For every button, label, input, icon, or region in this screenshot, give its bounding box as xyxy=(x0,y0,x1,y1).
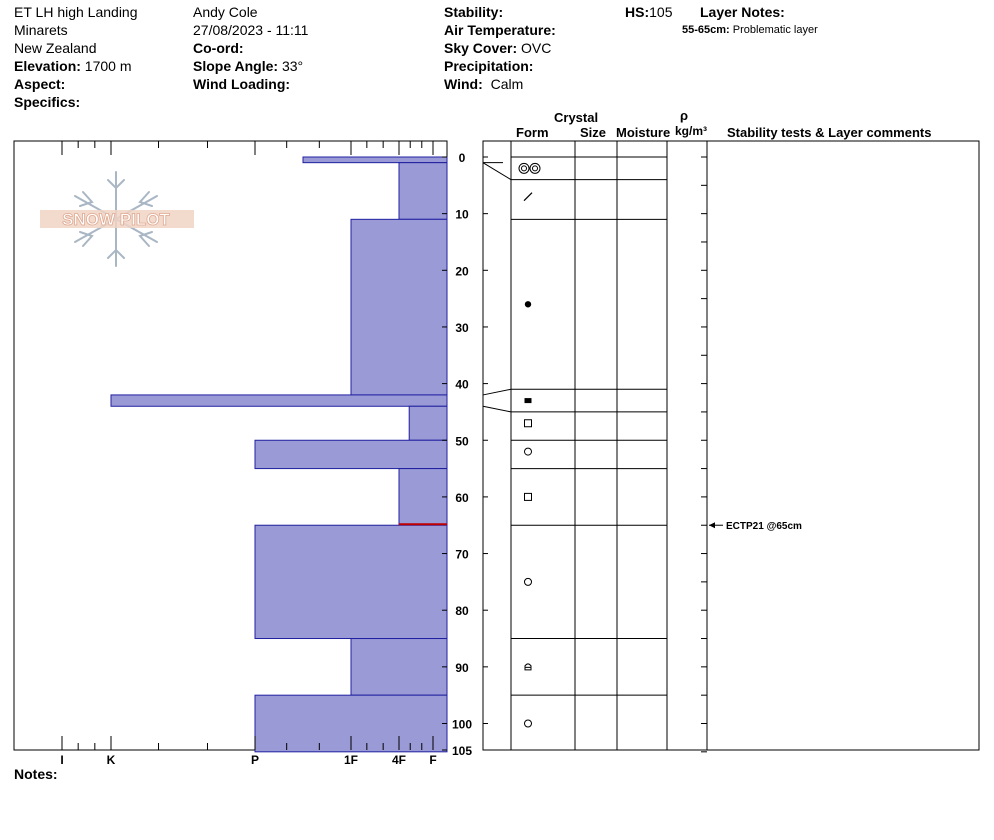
depth-label-40: 40 xyxy=(455,377,469,392)
snowpilot-logo xyxy=(38,168,198,272)
depth-label-90: 90 xyxy=(455,660,469,675)
location-name: ET LH high Landing xyxy=(14,4,138,20)
hardness-label-1F: 1F xyxy=(343,753,359,767)
depth-label-20: 20 xyxy=(455,264,469,279)
precip-label: Precipitation: xyxy=(444,58,534,74)
stability-label: Stability: xyxy=(444,4,504,20)
observation-datetime: 27/08/2023 - 11:11 xyxy=(193,22,309,38)
hardness-label-F: F xyxy=(429,753,437,767)
sky-cover-value: OVC xyxy=(521,40,552,56)
form-header: Form xyxy=(516,125,549,140)
density-unit-header: kg/m³ xyxy=(675,124,708,138)
depth-label-10: 10 xyxy=(455,207,469,222)
range-name: Minarets xyxy=(14,22,68,38)
depth-label-70: 70 xyxy=(455,547,469,562)
layer-table-frame xyxy=(483,141,979,750)
size-header: Size xyxy=(580,125,607,140)
depth-label-105: 105 xyxy=(451,744,473,758)
depth-label-0: 0 xyxy=(458,151,466,165)
hardness-layer-bar-6 xyxy=(399,469,447,526)
depth-hoar-icon xyxy=(525,664,531,670)
hardness-layer-bar-3 xyxy=(111,395,447,406)
coord-label: Co-ord: xyxy=(193,40,244,56)
wind-label: Wind: xyxy=(444,76,483,92)
rounding-faceted-icon xyxy=(525,578,532,585)
slope-label: Slope Angle: xyxy=(193,58,279,74)
hardness-layer-bar-7 xyxy=(255,525,447,638)
faceted-crystals-icon xyxy=(525,493,532,500)
hardness-layer-bar-8 xyxy=(351,639,447,696)
symbol-ring xyxy=(530,163,540,173)
layer-connector-2 xyxy=(483,406,511,412)
rounded-grains-icon xyxy=(525,301,531,307)
depth-label-100: 100 xyxy=(451,717,473,732)
depth-label-60: 60 xyxy=(455,490,469,505)
hardness-layer-bar-5 xyxy=(255,440,447,468)
hardness-layer-bar-1 xyxy=(399,163,447,220)
layer-note-text: Problematic layer xyxy=(732,24,818,36)
specifics-label: Specifics: xyxy=(14,94,81,110)
logo-text: SNOW PILOT xyxy=(62,210,170,229)
faceted-crystals-icon xyxy=(525,420,532,427)
slope-value: 33° xyxy=(281,58,304,74)
layer-note-range: 55-65cm: xyxy=(682,24,730,36)
stability-test-label-0: ECTP21 @65cm xyxy=(726,521,802,533)
depth-label-80: 80 xyxy=(455,604,469,619)
layer-connector-1 xyxy=(483,389,511,395)
rounding-faceted-icon xyxy=(525,720,532,727)
depth-label-50: 50 xyxy=(455,434,469,449)
notes-label: Notes: xyxy=(14,766,58,782)
elevation-label: Elevation: xyxy=(14,58,81,74)
country-name: New Zealand xyxy=(14,40,97,56)
depth-label-30: 30 xyxy=(455,320,469,335)
observer-name: Andy Cole xyxy=(193,4,258,20)
wind-value: Calm xyxy=(490,76,524,92)
melt-freeze-crust-icon xyxy=(525,398,532,403)
hardness-label-I: I xyxy=(60,753,64,767)
symbol-slash xyxy=(524,193,532,201)
symbol-block xyxy=(525,398,532,403)
wind-loading-label: Wind Loading: xyxy=(193,76,291,92)
crystal-header: Crystal xyxy=(554,110,599,125)
hs-value: 105 xyxy=(649,4,673,20)
symbol-circle xyxy=(525,448,532,455)
hardness-layer-bar-4 xyxy=(409,406,447,440)
elevation-value: 1700 m xyxy=(84,58,132,74)
air-temp-label: Air Temperature: xyxy=(444,22,556,38)
decomposing-fragments-icon xyxy=(524,193,532,201)
moisture-header: Moisture xyxy=(616,125,671,140)
symbol-circle xyxy=(525,578,532,585)
hs-label: HS: xyxy=(625,4,650,20)
symbol-ring xyxy=(519,163,529,173)
layer-notes-label: Layer Notes: xyxy=(700,4,785,20)
density-rho-header: ρ xyxy=(680,108,689,123)
symbol-ring xyxy=(533,166,538,171)
hardness-label-P: P xyxy=(250,753,260,767)
rounding-faceted-icon xyxy=(525,448,532,455)
hardness-layer-bar-0 xyxy=(303,157,447,163)
aspect-label: Aspect: xyxy=(14,76,66,92)
symbol-dot xyxy=(525,301,531,307)
hardness-layer-bar-2 xyxy=(351,219,447,395)
hardness-label-K: K xyxy=(106,753,116,767)
stability-comments-header: Stability tests & Layer comments xyxy=(727,125,932,140)
precipitation-particles-icon xyxy=(519,163,540,173)
symbol-circle xyxy=(525,720,532,727)
layer-connector-0 xyxy=(483,163,511,180)
symbol-square xyxy=(525,493,532,500)
symbol-ring xyxy=(522,166,527,171)
symbol-square xyxy=(525,420,532,427)
sky-cover-label: Sky Cover: xyxy=(444,40,518,56)
hardness-label-4F: 4F xyxy=(391,753,407,767)
stability-arrow-head xyxy=(709,522,715,528)
